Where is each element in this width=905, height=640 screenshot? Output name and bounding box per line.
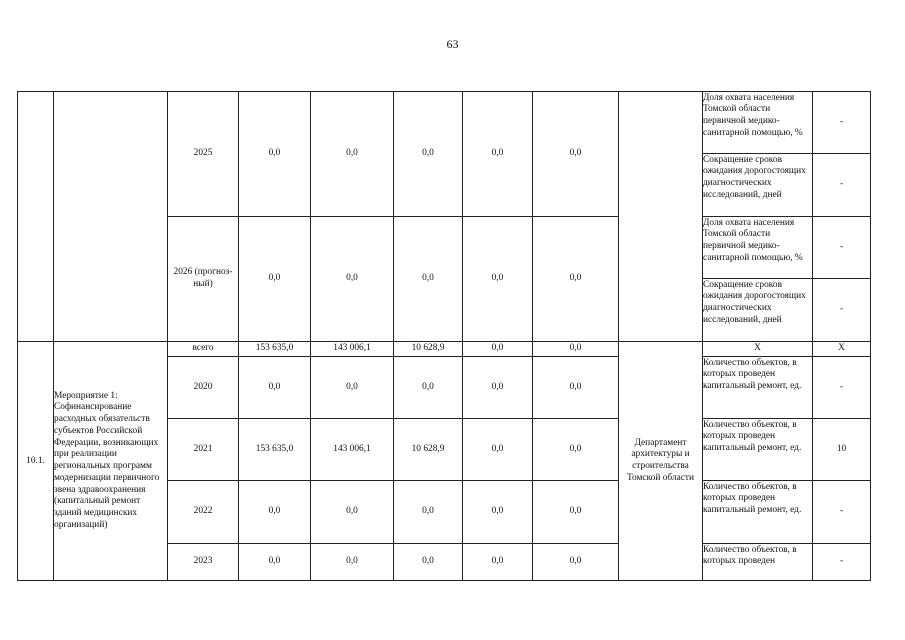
indicator-name: Количество объектов, в которых проведен капитальный ремонт, ед. <box>703 481 813 544</box>
value-cell: 0,0 <box>463 419 533 481</box>
indicator-value: - <box>813 481 871 544</box>
value-cell: 0,0 <box>463 92 533 217</box>
value-cell: 0,0 <box>239 544 311 581</box>
value-cell: 0,0 <box>311 544 394 581</box>
indicator-name: Количество объектов, в которых проведен капитальный ремонт, ед. <box>703 357 813 419</box>
year-cell: 2023 <box>168 544 239 581</box>
year-cell: всего <box>168 342 239 357</box>
value-cell: 0,0 <box>311 357 394 419</box>
indicator-name: Х <box>703 342 813 357</box>
value-cell: 143 006,1 <box>311 342 394 357</box>
year-cell: 2022 <box>168 481 239 544</box>
item-number-cell <box>18 92 54 342</box>
table-row <box>18 342 871 357</box>
indicator-name: Доля охвата населения Томской области первичной медико-санитарной помощью, % <box>703 217 813 279</box>
value-cell: 0,0 <box>533 357 619 419</box>
value-cell: 0,0 <box>463 544 533 581</box>
indicator-value: Х <box>813 342 871 357</box>
indicator-name: Сокращение сроков ожидания дорогостоящих диагностических исследований, дней <box>703 279 813 342</box>
indicator-value: - <box>813 544 871 581</box>
value-cell: 0,0 <box>239 481 311 544</box>
value-cell: 0,0 <box>239 357 311 419</box>
value-cell: 153 635,0 <box>239 419 311 481</box>
item-name: Мероприятие 1: Софинансирование расходных обязательств субъектов Российской Федерации, возникающих при реализации региональных программ модернизации первичного звена здравоохранения (капитальный ремонт зданий медицинских организаций) <box>54 342 168 581</box>
indicator-value: - <box>813 154 871 217</box>
value-cell: 0,0 <box>533 92 619 217</box>
value-cell: 0,0 <box>533 217 619 342</box>
value-cell: 0,0 <box>533 342 619 357</box>
indicator-value: - <box>813 217 871 279</box>
value-cell: 0,0 <box>394 217 463 342</box>
value-cell: 0,0 <box>394 544 463 581</box>
value-cell: 0,0 <box>311 481 394 544</box>
value-cell: 0,0 <box>311 217 394 342</box>
value-cell: 0,0 <box>533 544 619 581</box>
value-cell: 0,0 <box>463 357 533 419</box>
year-cell: 2026 (прогноз-ный) <box>168 217 239 342</box>
value-cell: 0,0 <box>463 217 533 342</box>
program-table <box>17 91 871 581</box>
item-name-cell <box>54 92 168 342</box>
value-cell: 0,0 <box>463 481 533 544</box>
department-cell <box>619 92 703 342</box>
indicator-value: - <box>813 357 871 419</box>
value-cell: 0,0 <box>239 217 311 342</box>
value-cell: 153 635,0 <box>239 342 311 357</box>
value-cell: 10 628,9 <box>394 342 463 357</box>
table-row <box>18 92 871 154</box>
indicator-name: Сокращение сроков ожидания дорогостоящих диагностических исследований, дней <box>703 154 813 217</box>
indicator-value: - <box>813 279 871 342</box>
indicator-name: Доля охвата населения Томской области первичной медико-санитарной помощью, % <box>703 92 813 154</box>
value-cell: 143 006,1 <box>311 419 394 481</box>
value-cell: 0,0 <box>394 481 463 544</box>
indicator-value: - <box>813 92 871 154</box>
indicator-name: Количество объектов, в которых проведен <box>703 544 813 581</box>
value-cell: 0,0 <box>463 342 533 357</box>
year-cell: 2025 <box>168 92 239 217</box>
value-cell: 0,0 <box>311 92 394 217</box>
value-cell: 0,0 <box>239 92 311 217</box>
value-cell: 10 628,9 <box>394 419 463 481</box>
value-cell: 0,0 <box>394 92 463 217</box>
value-cell: 0,0 <box>533 419 619 481</box>
value-cell: 0,0 <box>533 481 619 544</box>
department: Департамент архитектуры и строительства Томской области <box>619 342 703 581</box>
item-number: 10.1. <box>18 342 54 581</box>
value-cell: 0,0 <box>394 357 463 419</box>
year-cell: 2020 <box>168 357 239 419</box>
indicator-name: Количество объектов, в которых проведен капитальный ремонт, ед. <box>703 419 813 481</box>
indicator-value: 10 <box>813 419 871 481</box>
page-number: 63 <box>446 37 459 51</box>
year-cell: 2021 <box>168 419 239 481</box>
